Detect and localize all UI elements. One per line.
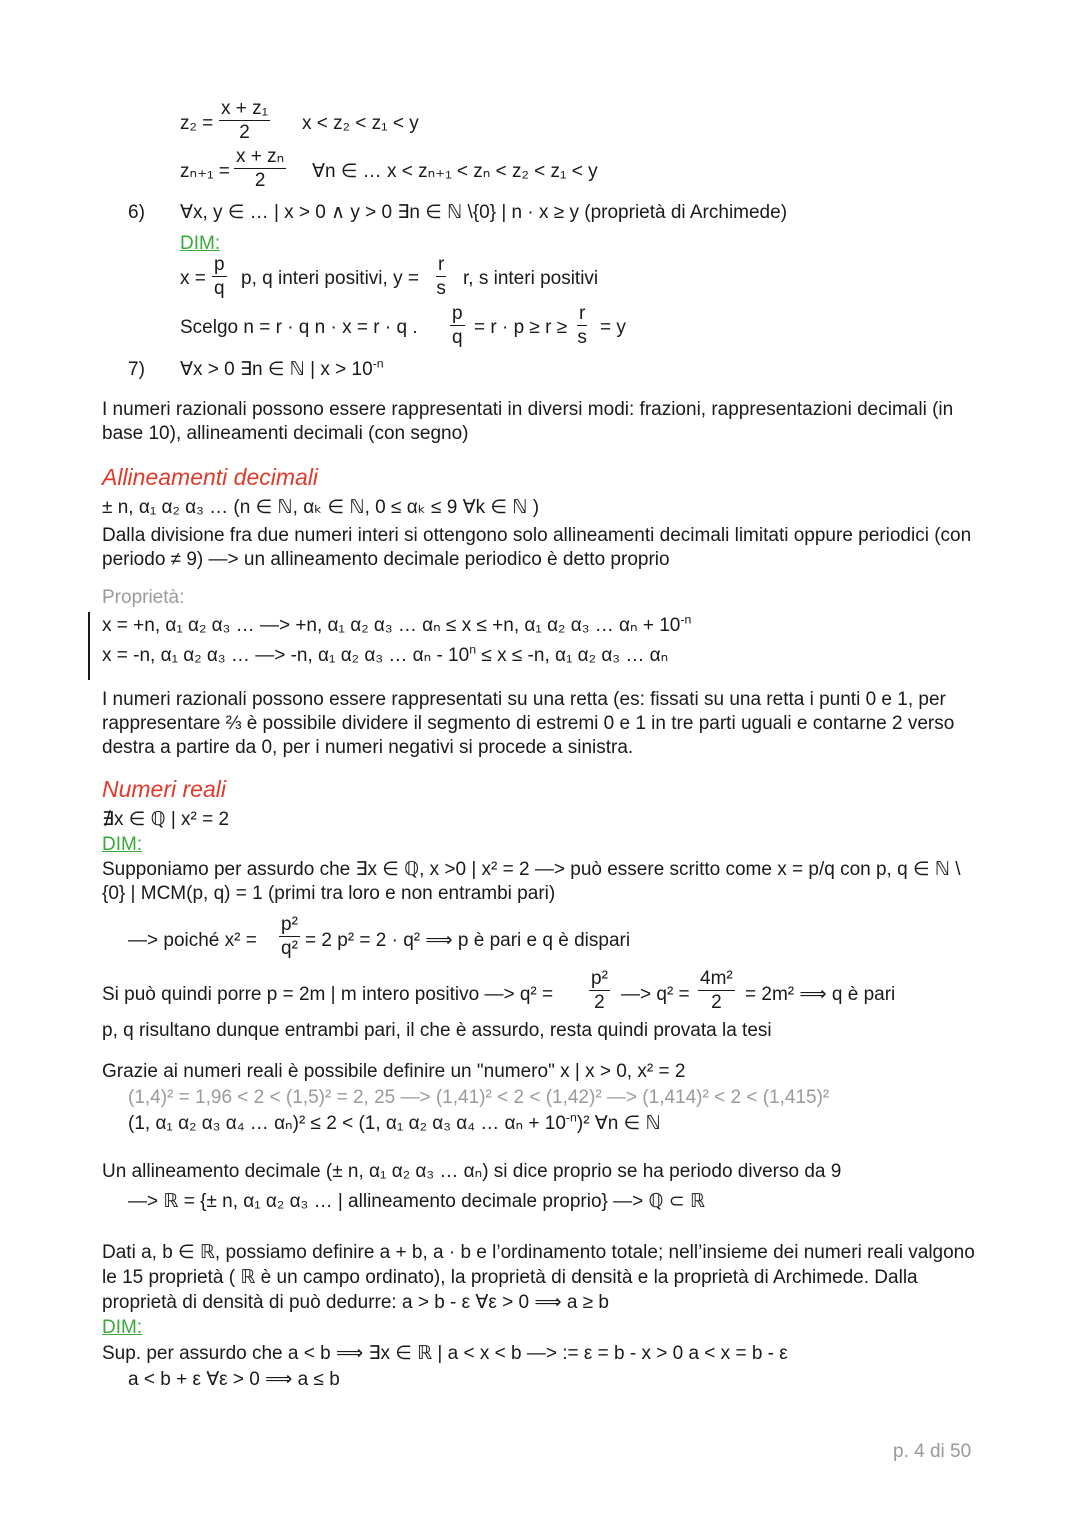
reali-dim2: DIM:	[102, 1317, 143, 1338]
reali-approx-general-text: (1, α₁ α₂ α₃ α₄ … αₙ)² ≤ 2 < (1, α₁ α₂ α₃ α₄ … αₙ + 10	[128, 1113, 566, 1134]
line-representation-paragraph: I numeri razionali possono essere rappresentati su una retta (es: fissati su una retta i punti 0 e 1, per rappresentare ⅔ è possibile dividere il segmento di estremi 0 e 1 in tre parti uguali e contarne 2 verso destra a partire da 0, per i numeri negativi si procede a sinistra.	[102, 689, 955, 758]
reali-approx-general-exp: -n	[565, 1110, 577, 1125]
properties-label: Proprietà:	[102, 587, 185, 608]
section-heading-allineamenti: Allineamenti decimali	[102, 464, 319, 490]
alline-prop-negative-text: x = -n, α₁ α₂ α₃ … —> -n, α₁ α₂ α₃ … αₙ - 10	[102, 645, 470, 666]
reali-poiche-den: q²	[281, 938, 298, 959]
section-heading-reali: Numeri reali	[102, 776, 226, 802]
alline-prop-negative-exp: n	[469, 642, 477, 657]
reali-porre-fraction2	[698, 969, 735, 1012]
prop6-y-fraction	[436, 255, 446, 298]
reali-poiche-num: p²	[281, 914, 298, 935]
page-number: p. 4 di 50	[893, 1441, 972, 1462]
z2-num: x + z₁	[221, 98, 269, 119]
alline-prop-negative	[102, 642, 669, 666]
prop6-x-num: p	[214, 254, 225, 275]
reali-poiche: —> poiché x² =	[128, 930, 257, 951]
prop6-choose-end: = y	[600, 317, 626, 338]
prop6-choose-mid: = r · p ≥ r ≥	[474, 317, 568, 338]
alline-prop-positive-exp: -n	[680, 612, 692, 627]
reali-porre-mid: —> q² =	[621, 984, 690, 1005]
zn-num: x + zₙ	[236, 146, 285, 167]
z2-relation: x < z₂ < z₁ < y	[302, 113, 419, 134]
reali-porre-den1: 2	[594, 992, 605, 1013]
prop6-choose-num2: r	[579, 303, 586, 324]
prop6-statement: ∀x, y ∈ … | x > 0 ∧ y > 0 ∃n ∈ ℕ \{0} | n · x ≥ y (proprietà di Archimede)	[180, 202, 788, 223]
prop6-choose-num: p	[452, 303, 463, 324]
alline-prop-positive-text: x = +n, α₁ α₂ α₃ … —> +n, α₁ α₂ α₃ … αₙ ≤ x ≤ +n, α₁ α₂ α₃ … αₙ + 10	[102, 615, 681, 636]
alline-paragraph: Dalla divisione fra due numeri interi si ottengono solo allineamenti decimali limitati oppure periodici (con periodo ≠ 9) —> un allineamento decimale periodico è detto proprio	[102, 525, 972, 570]
reali-porre-den2: 2	[711, 992, 722, 1013]
alline-prop-negative-tail: ≤ x ≤ -n, α₁ α₂ α₃ … αₙ	[476, 645, 669, 666]
intro-rational-paragraph: I numeri razionali possono essere rappresentati in diversi modi: frazioni, rappresentazioni decimali (in base 10), allineamenti decimali (con segno)	[102, 399, 954, 444]
prop7-number: 7)	[128, 359, 145, 380]
prop6-number: 6)	[128, 202, 145, 223]
prop6-y-den: s	[436, 278, 446, 299]
prop6-choose: Scelgo n = r · q n · x = r · q .	[180, 317, 418, 338]
prop7-exponent: -n	[372, 356, 384, 371]
reali-last: a < b + ε ∀ε > 0 ⟹ a ≤ b	[128, 1369, 340, 1390]
prop6-choose-den: q	[452, 327, 463, 348]
reali-R-definition: —> ℝ = {± n, α₁ α₂ α₃ … | allineamento decimale proprio} —> ℚ ⊂ ℝ	[128, 1191, 706, 1212]
reali-approx-examples: (1,4)² = 1,96 < 2 < (1,5)² = 2, 25 —> (1,41)² < 2 < (1,42)² —> (1,414)² < 2 < (1,415)²	[128, 1087, 830, 1108]
z2-den: 2	[239, 122, 250, 143]
z2-lhs: z₂ =	[180, 113, 214, 134]
prop6-choose-fraction	[450, 304, 465, 347]
zn-relation: ∀n ∈ … x < zₙ₊₁ < zₙ < z₂ < z₁ < y	[312, 161, 598, 182]
alline-definition: ± n, α₁ α₂ α₃ … (n ∈ ℕ, αₖ ∈ ℕ, 0 ≤ αₖ ≤ 9 ∀k ∈ ℕ )	[102, 497, 540, 518]
reali-proprio: Un allineamento decimale (± n, α₁ α₂ α₃ … αₙ) si dice proprio se ha periodo diverso da 9	[102, 1161, 842, 1182]
zn-lhs: zₙ₊₁ =	[180, 161, 230, 182]
prop7-statement-text: ∀x > 0 ∃n ∈ ℕ | x > 10	[180, 359, 373, 380]
reali-absurd-paragraph: Supponiamo per assurdo che ∃x ∈ ℚ, x >0 | x² = 2 —> può essere scritto come x = p/q con p, q ∈ ℕ \ {0} | MCM(p, q) = 1 (primi tra loro e non entrambi pari)	[102, 859, 961, 904]
prop6-x-fraction	[212, 255, 227, 298]
reali-dati-paragraph: Dati a, b ∈ ℝ, possiamo definire a + b, a · b e l’ordinamento totale; nell’insieme dei numeri reali valgono le 15 proprietà ( ℝ è un campo ordinato), la proprietà di densità e la proprietà di Archimede. Dalla proprietà di densità di può dedurre: a > b - ε ∀ε > 0 ⟹ a ≥ b	[102, 1242, 975, 1313]
reali-porre-num2: 4m²	[700, 968, 733, 989]
reali-conclusion: p, q risultano dunque entrambi pari, il che è assurdo, resta quindi provata la tesi	[102, 1020, 772, 1041]
reali-porre-result: = 2m² ⟹ q è pari	[745, 984, 896, 1005]
reali-poiche-fraction	[279, 915, 300, 958]
prop6-dim: DIM:	[180, 233, 221, 254]
reali-dim: DIM:	[102, 834, 143, 855]
zn-den: 2	[254, 170, 266, 191]
prop6-x-lhs: x =	[180, 268, 206, 289]
z2-fraction	[219, 99, 270, 142]
reali-porre: Si può quindi porre p = 2m | m intero positivo —> q² =	[102, 984, 554, 1005]
zn-fraction	[234, 147, 286, 190]
prop6-x-den: q	[214, 278, 225, 299]
prop6-choose-fraction2	[577, 304, 587, 347]
reali-approx-general-tail: )² ∀n ∈ ℕ	[576, 1113, 661, 1134]
reali-poiche-result: = 2 p² = 2 · q² ⟹ p è pari e q è dispari	[305, 930, 631, 951]
alline-prop-positive	[102, 612, 692, 636]
prop6-choose-den2: s	[577, 327, 587, 348]
reali-porre-fraction1	[589, 969, 610, 1012]
reali-approx-general	[128, 1110, 661, 1134]
prop6-y-num: r	[438, 254, 445, 275]
prop6-x-text: p, q interi positivi, y =	[241, 268, 419, 289]
properties-bracket	[88, 612, 90, 680]
prop6-y-text: r, s interi positivi	[463, 268, 599, 289]
reali-claim: ∄x ∈ ℚ | x² = 2	[102, 809, 230, 830]
reali-porre-num1: p²	[591, 968, 608, 989]
prop7-statement	[180, 356, 384, 380]
reali-grazie: Grazie ai numeri reali è possibile definire un "numero" x | x > 0, x² = 2	[102, 1061, 686, 1082]
reali-sup: Sup. per assurdo che a < b ⟹ ∃x ∈ ℝ | a < x < b —> := ε = b - x > 0 a < x = b - ε	[102, 1343, 788, 1364]
